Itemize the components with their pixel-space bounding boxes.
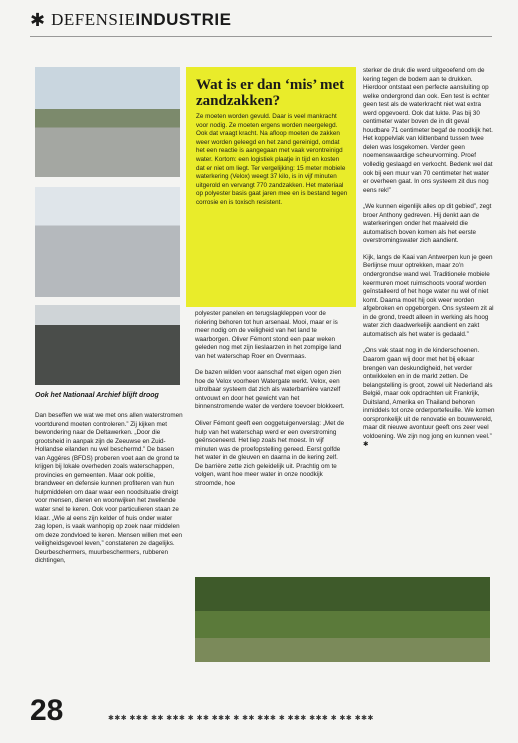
- sidebar-text: Ze moeten worden gevuld. Daar is veel mankracht voor nodig. Ze moeten ergens worden neergelegd. Ook dat vraagt kracht. Na afloop moeten de zakken weer worden geleegd en het zand gereinigd, omdat het een reactie is aangegaan met vaak verontreinigd water. Kortom: een logistiek plaatje in tijd en kosten dat er niet om liegt. Ter vergelijking: 15 meter mobiele waterkering (Velox) weegt 37 kilo, is in vijf minuten uitgerold en vervangt 770 zandzakken. Het materiaal op polyester basis gaat jaren mee en is bestand tegen corrosie en is toxisch resistent.: [196, 113, 348, 206]
- header-divider: [30, 36, 492, 37]
- paragraph: Oliver Fémont geeft een ooggetuigenverslag: „Met de hulp van het waterschap werd er een overstroming geënsceneerd. Het liep zoals het moest. In vijf minuten was de proefopstelling gereed. Eerst golfde het water in de gleuven en daarna in de kering zelf. De barrière zette zich geleidelijk uit. Prachtig om te volgen, want hoe meer water in onze noodkijk stroomde, hoe: [195, 420, 345, 487]
- column-3: [363, 67, 495, 458]
- photo-field-test: [195, 577, 490, 662]
- paragraph: De bazen wilden voor aanschaf met eigen ogen zien hoe de Velox voorheen Watergate werkt. Velox, een uitrolbaar systeem dat zich als waterbarrière vanzelf ontvouwt en door het gewicht van het binnenstromende water de verdere toevoer blokkeert.: [195, 369, 345, 411]
- paragraph: „Ons vak staat nog in de kinderschoenen. Daarom gaan wij door met het bij elkaar brengen van deskundigheid, het verder ontwikkelen en in de markt zetten. De belangstelling is groot, zowel uit Nederland als België, maar ook opdrachten uit Frankrijk, Duitsland, Amerika en Thailand behoren inmiddels tot onze orderportefeuille. We komen oorspronkelijk uit de renovatie en bouwwereld, maar dit nieuwe avontuur geeft ons zeer veel voldoening. We zijn nog jong en kunnen veel.” ✱: [363, 347, 495, 449]
- photo-caption: Ook het Nationaal Archief blijft droog: [35, 392, 159, 399]
- paragraph: „We kunnen eigenlijk alles op dit gebied”, zegt broer Anthony gedreven. Hij denkt aan de waterkeringen onder het maaiveld die automatisch boven komen als het eerste overstromingswater zich aandient.: [363, 203, 492, 245]
- column-1: [35, 412, 183, 574]
- paragraph: Kijk, langs de Kaai van Antwerpen kun je geen Berlijnse muur optrekken, maar zo'n ondergrondse wand wel. Traditionele mobiele keermuren moet ruimschoots vooraf worden geïnstalleerd of het hoge water nu wel of niet komt. Daarna moet hij ook weer worden afgebroken en opgeborgen. Ons systeem zit al in de grond, treedt alleen in werking als hoog water zich daadwerkelijk aandient en zakt automatisch als het water is gedaald.”: [363, 253, 494, 338]
- section-header: [30, 10, 232, 30]
- photo-barrier-church: [35, 67, 180, 177]
- paragraph: sterker de druk die werd uitgeoefend om de kering tegen de bodem aan te drukken. Hierdoor ontstaat een perfecte aansluiting op welke ondergrond dan ook. Een test is echter geen test als de waterkracht niet wat extra werd opgevoerd. Ook dat lukte. Pas bij 30 centimeter water boven de in dit geval houdbare 71 centimeter begaf de noodkijk het. Het koppelvlak van klittenband tussen twee delen was losgekomen. Verder geen noemenswaardige scheurvorming. Proef volledig geslaagd en verkocht. Bedenk wel dat ook bij een muur van 70 centimeter het water er overheen gaat. In ons systeem zit dus nog eens rek!”: [363, 67, 493, 194]
- star-icon: ✱: [30, 10, 46, 30]
- photo-archive-building: [35, 305, 180, 385]
- sidebar-box: [186, 67, 356, 307]
- footer-ornament: ✱✱✱ ✱✱✱ ✱✱ ✱✱✱ ✱ ✱✱ ✱✱✱ ✱ ✱✱ ✱✱✱ ✱ ✱✱✱ ✱✱✱ ✱ ✱✱ ✱✱✱: [108, 715, 374, 722]
- photo-barrier-panels: [35, 187, 180, 297]
- column-2: [195, 310, 345, 496]
- sidebar-heading: Wat is er dan ‘mis’ met zandzakken?: [196, 77, 345, 109]
- paragraph: polyester panelen en terugslagkleppen voor de riolering behoren tot hun arsenaal. Mooi, maar er is meer nodig om de veiligheid van het land te waarborgen. Oliver Fémont stond een paar weken geleden nog met zijn lieslaarzen in het zompige land van het waterschap Roer en Overmaas.: [195, 310, 342, 360]
- section-title: DEFENSIEINDUSTRIE: [51, 10, 232, 29]
- paragraph: Dan beseffen we wat we met ons allen waterstromen voortdurend moeten controleren.” Zij kijken met bewondering naar de Deltawerken. „Door die grootsheid in aanpak zijn de Zeeuwse en Zuid-Hollandse eilanden nu wel beschermd.” De basen van Aggéres (BFDS) proberen voet aan de grond te krijgen bij lokale overheden zoals waterschappen, provincies en gemeenten. Maar ook politie, brandweer en defensie kunnen profiteren van hun hulpmiddelen om daar waar een noodsituatie dreigt voor mensen, dieren en woonwijken het zwellende water snel te keren. Ook voor particulieren staan ze klaar. „Wie al eens zijn kelder of huis onder water zag lopen, is vaak wanhopig op zoek naar middelen om deze zondvloed te keren. Mensen willen met een veiligheidsgevoel leven,” constateren ze dagelijks. Deurbeschermers, muurbeschermers, rubberen dichtingen,: [35, 412, 183, 565]
- page-number: 28: [30, 694, 64, 727]
